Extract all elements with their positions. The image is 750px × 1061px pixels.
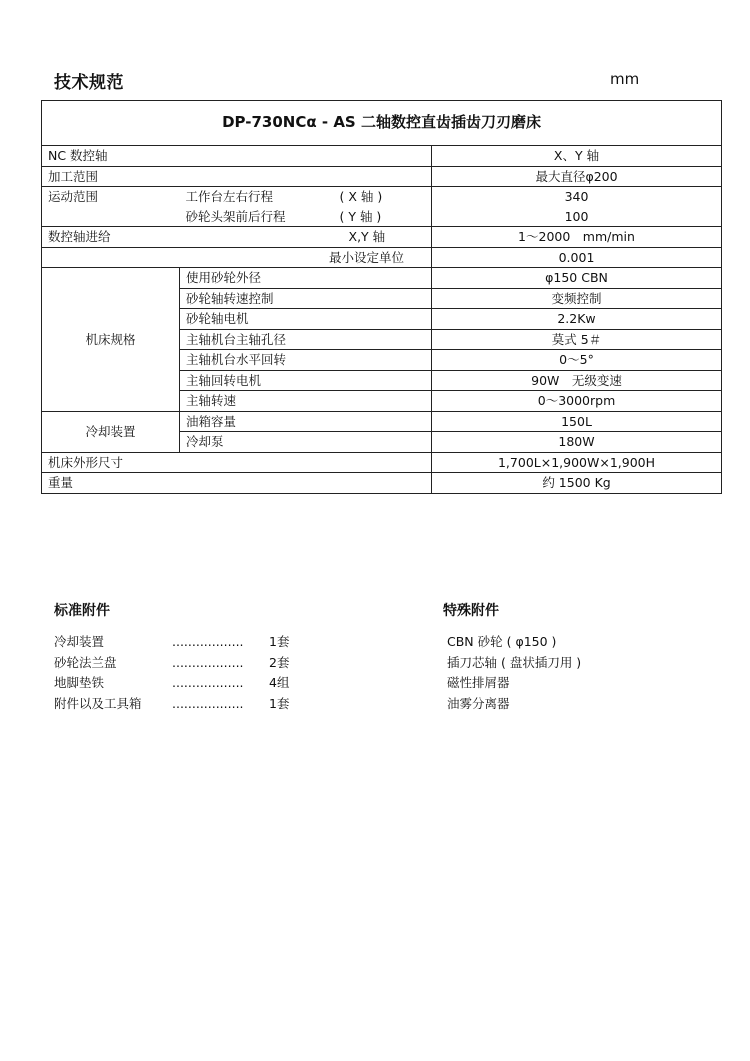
accessory-qty: 4组 bbox=[269, 675, 290, 690]
motion-row2 bbox=[180, 207, 432, 227]
special-accessory: 磁性排屑器 bbox=[447, 675, 510, 690]
cooling-label: 冷却装置 bbox=[42, 411, 180, 452]
nc-axis-value: X、Y 轴 bbox=[432, 146, 722, 167]
list-item bbox=[447, 632, 727, 653]
table-row bbox=[42, 227, 722, 248]
nc-axis-label: NC 数控轴 bbox=[42, 146, 432, 167]
machine-row-name: 主轴机台水平回转 bbox=[180, 350, 432, 371]
motion-row2-name: 砂轮头架前后行程 bbox=[185, 208, 286, 224]
machine-row-name: 使用砂轮外径 bbox=[180, 268, 432, 289]
special-accessory: 油雾分离器 bbox=[447, 695, 510, 711]
feed-value: 1～2000 mm/min bbox=[432, 227, 722, 248]
spec-header-row bbox=[42, 101, 722, 146]
accessory-dots: .................. bbox=[172, 654, 244, 670]
special-accessories-title: 特殊附件 bbox=[443, 603, 499, 619]
table-row bbox=[42, 473, 722, 494]
table-row bbox=[42, 207, 722, 227]
page-title: 技术规范 bbox=[54, 73, 124, 93]
machine-label: 机床规格 bbox=[42, 268, 180, 412]
machine-row-value: 变频控制 bbox=[432, 288, 722, 309]
feed-label: 数控轴进给 bbox=[42, 227, 180, 248]
special-accessory: 插刀芯轴 ( 盘状插刀用 ) bbox=[447, 654, 582, 670]
table-row bbox=[42, 166, 722, 187]
accessory-qty: 2套 bbox=[269, 654, 290, 670]
spec-header: DP-730NCα - AS 二轴数控直齿插齿刀刃磨床 bbox=[42, 101, 722, 146]
machine-row-name: 主轴机台主轴孔径 bbox=[180, 329, 432, 350]
motion-label: 运动范围 bbox=[42, 187, 180, 207]
machine-row-value: 0～3000rpm bbox=[432, 391, 722, 412]
machine-row-value: φ150 CBN bbox=[432, 268, 722, 289]
machine-row-value: 2.2Kw bbox=[432, 309, 722, 330]
machine-row-name: 主轴回转电机 bbox=[180, 370, 432, 391]
accessory-dots: .................. bbox=[172, 634, 244, 649]
accessory-qty: 1套 bbox=[269, 634, 290, 649]
machine-row-name: 砂轮轴转速控制 bbox=[180, 288, 432, 309]
accessory-dots: .................. bbox=[172, 675, 244, 690]
motion-row1-axis: ( X 轴 ) bbox=[339, 189, 383, 204]
range-label: 加工范围 bbox=[42, 166, 432, 187]
accessory-name: 冷却装置 bbox=[54, 634, 105, 649]
table-row bbox=[42, 187, 722, 207]
machine-row-value: 90W 无级变速 bbox=[432, 370, 722, 391]
standard-accessories-list bbox=[54, 632, 354, 714]
motion-row1-value: 340 bbox=[432, 187, 722, 207]
table-row bbox=[42, 146, 722, 167]
list-item bbox=[54, 653, 354, 674]
min-unit-label: 最小设定单位 bbox=[42, 247, 432, 268]
unit-label: mm bbox=[610, 70, 640, 88]
list-item bbox=[447, 694, 727, 715]
machine-row-name: 主轴转速 bbox=[180, 391, 432, 412]
special-accessory: CBN 砂轮 ( φ150 ) bbox=[447, 634, 557, 649]
weight-value: 约 1500 Kg bbox=[432, 473, 722, 494]
motion-row2-axis: ( Y 轴 ) bbox=[339, 208, 382, 224]
cooling-row-name: 油箱容量 bbox=[180, 411, 432, 432]
accessory-name: 地脚垫铁 bbox=[54, 675, 105, 690]
cooling-row-value: 180W bbox=[432, 432, 722, 453]
cooling-row-name: 冷却泵 bbox=[180, 432, 432, 453]
list-item bbox=[54, 632, 354, 653]
range-value: 最大直径φ200 bbox=[432, 166, 722, 187]
feed-axis: X,Y 轴 bbox=[180, 227, 432, 248]
motion-row2-value: 100 bbox=[432, 207, 722, 227]
table-row bbox=[42, 411, 722, 432]
accessory-name: 附件以及工具箱 bbox=[54, 695, 142, 711]
list-item bbox=[54, 694, 354, 715]
accessory-qty: 1套 bbox=[269, 695, 290, 711]
machine-row-name: 砂轮轴电机 bbox=[180, 309, 432, 330]
list-item bbox=[447, 653, 727, 674]
min-unit-value: 0.001 bbox=[432, 247, 722, 268]
table-row bbox=[42, 452, 722, 473]
machine-row-value: 莫式 5＃ bbox=[432, 329, 722, 350]
motion-row1 bbox=[180, 187, 432, 207]
list-item bbox=[447, 673, 727, 694]
spec-table bbox=[41, 100, 722, 494]
weight-label: 重量 bbox=[42, 473, 432, 494]
cooling-row-value: 150L bbox=[432, 411, 722, 432]
list-item bbox=[54, 673, 354, 694]
dimensions-label: 机床外形尺寸 bbox=[42, 452, 432, 473]
standard-accessories-title: 标准附件 bbox=[54, 603, 110, 619]
dimensions-value: 1,700L×1,900W×1,900H bbox=[432, 452, 722, 473]
motion-label-cont bbox=[42, 207, 180, 227]
accessory-dots: .................. bbox=[172, 695, 244, 711]
table-row bbox=[42, 247, 722, 268]
motion-row1-name: 工作台左右行程 bbox=[185, 189, 274, 204]
special-accessories-list bbox=[447, 632, 727, 714]
machine-row-value: 0～5° bbox=[432, 350, 722, 371]
table-row bbox=[42, 268, 722, 289]
accessory-name: 砂轮法兰盘 bbox=[54, 654, 117, 670]
